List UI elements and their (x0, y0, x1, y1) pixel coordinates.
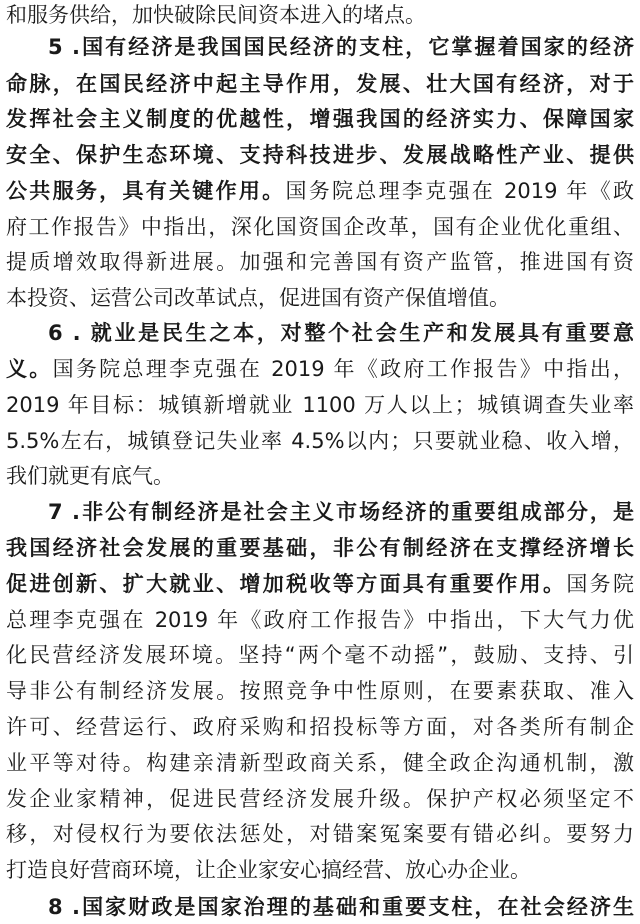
text-run: 移，对侵权行为要依法惩处，对错案冤案要有错必纠。要努力 (6, 822, 634, 846)
bold-text-run: 5 .国有经济是我国国民经济的支柱，它掌握着国家的经济 (48, 35, 634, 59)
text-line (6, 638, 634, 672)
text-line (6, 174, 634, 208)
bold-text-run: 我国经济社会发展的重要基础，非公有制经济在支撑经济增长 (6, 536, 634, 560)
text-run: 化民营经济发展环境。坚持“两个毫不动摇”，鼓励、支持、引 (6, 643, 634, 667)
text-line (6, 388, 634, 422)
text-line (6, 67, 634, 101)
text-line (6, 603, 634, 637)
text-line (6, 316, 634, 350)
text-line (6, 567, 634, 601)
text-line (6, 746, 634, 780)
bold-text-run: 6 . 就业是民生之本，对整个社会生产和发展具有重要意 (48, 321, 634, 345)
text-run: 2019 年目标：城镇新增就业 1100 万人以上；城镇调查失业率 (6, 393, 634, 417)
text-line (6, 531, 634, 565)
text-run: 国务院 (566, 572, 634, 596)
text-line (6, 459, 634, 493)
text-line (6, 352, 634, 386)
bold-text-run: 安全、保护生态环境、支持科技进步、发展战略性产业、提供 (6, 143, 634, 167)
bold-text-run: 公共服务，具有关键作用。 (6, 179, 286, 203)
text-run: 业平等对待。构建亲清新型政商关系，健全政企沟通机制，激 (6, 751, 634, 775)
text-line (6, 495, 634, 529)
text-line (6, 817, 634, 851)
text-run: 府工作报告》中指出，深化国资国企改革，国有企业优化重组、 (6, 215, 634, 239)
text-line (6, 245, 634, 279)
text-run: 打造良好营商环境，让企业家安心搞经营、放心办企业。 (6, 858, 531, 882)
text-line (6, 0, 634, 32)
text-run: 和服务供给，加快破除民间资本进入的堵点。 (6, 3, 426, 27)
bold-text-run: 8 .国家财政是国家治理的基础和重要支柱，在社会经济生 (48, 895, 634, 919)
text-run: 导非公有制经济发展。按照竞争中性原则，在要素获取、准入 (6, 679, 634, 703)
text-run: 提质增效取得新进展。加强和完善国有资产监管，推进国有资 (6, 250, 634, 274)
bold-text-run: 7 .非公有制经济是社会主义市场经济的重要组成部分，是 (48, 500, 634, 524)
text-run: 国务院总理李克强在 2019 年《政府工作报告》中指出， (52, 357, 634, 381)
bold-text-run: 命脉，在国民经济中起主导作用，发展、壮大国有经济，对于 (6, 72, 634, 96)
text-line (6, 30, 634, 64)
text-line (6, 281, 634, 315)
text-line (6, 138, 634, 172)
text-run: 5.5%左右，城镇登记失业率 4.5%以内；只要就业稳、收入增， (6, 429, 634, 453)
bold-text-run: 义。 (6, 357, 53, 381)
bold-text-run: 发挥社会主义制度的优越性，增强我国的经济实力、保障国家 (6, 107, 634, 131)
text-run: 国务院总理李克强在 2019 年《政 (285, 179, 634, 203)
text-line (6, 674, 634, 708)
text-run: 发企业家精神，促进民营经济发展升级。保护产权必须坚定不 (6, 787, 634, 811)
text-line (6, 102, 634, 136)
text-line (6, 424, 634, 458)
text-line (6, 853, 634, 887)
text-run: 我们就更有底气。 (6, 464, 174, 488)
text-line (6, 710, 634, 744)
text-line (6, 210, 634, 244)
text-line (6, 890, 634, 924)
text-run: 本投资、运营公司改革试点，促进国有资产保值增值。 (6, 286, 510, 310)
text-line (6, 782, 634, 816)
text-run: 许可、经营运行、政府采购和招投标等方面，对各类所有制企 (6, 715, 634, 739)
text-run: 总理李克强在 2019 年《政府工作报告》中指出，下大气力优 (6, 608, 634, 632)
bold-text-run: 促进创新、扩大就业、增加税收等方面具有重要作用。 (6, 572, 567, 596)
